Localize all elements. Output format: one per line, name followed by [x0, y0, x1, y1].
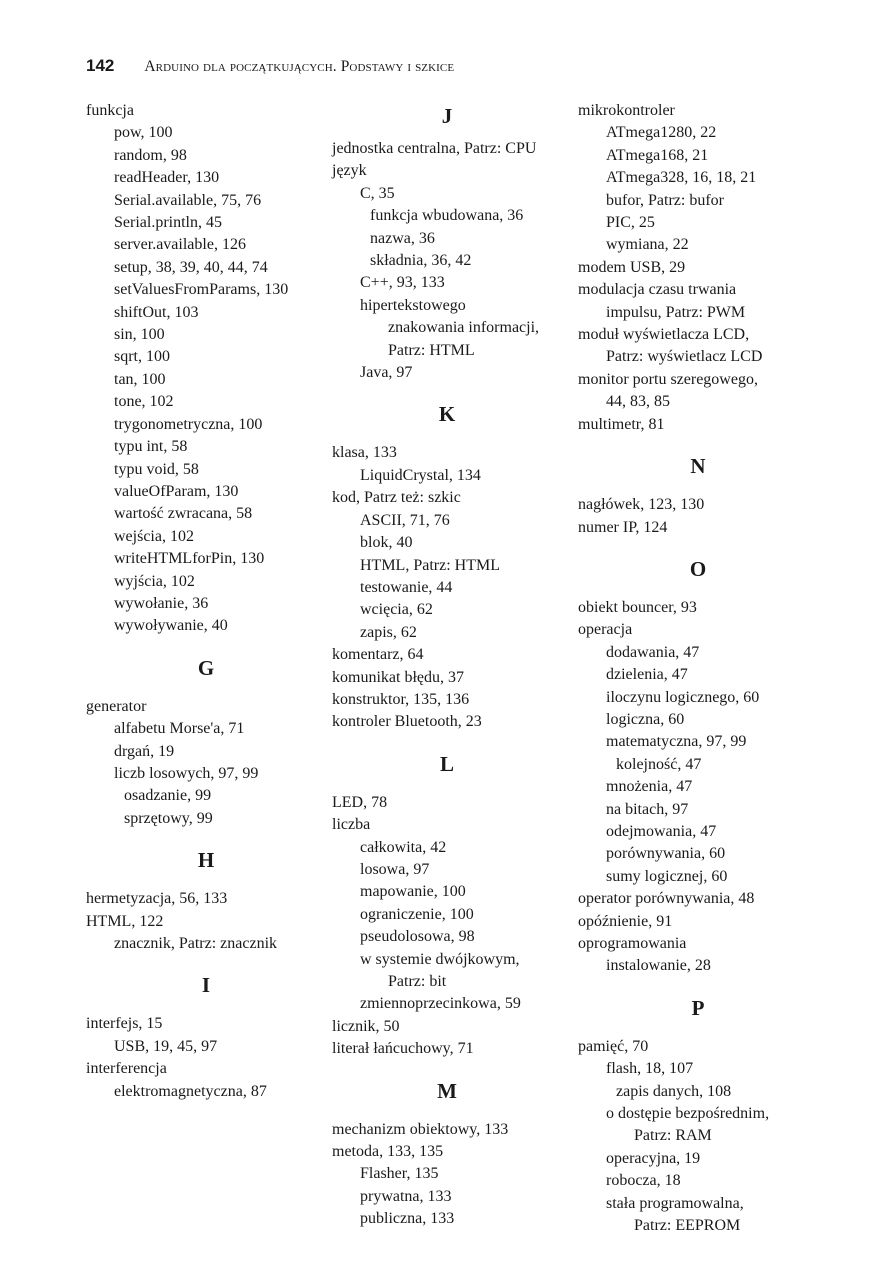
index-subentry: sumy logicznej, 60 [606, 867, 728, 885]
index-subentry: pseudolosowa, 98 [360, 928, 475, 946]
index-subentry: na bitach, 97 [606, 800, 689, 818]
index-subentry: testowanie, 44 [360, 578, 453, 596]
index-subentry: ATmega168, 21 [606, 146, 709, 164]
index-subentry: całkowita, 42 [360, 838, 447, 856]
index-column-2 [332, 100, 562, 1231]
index-subentry: writeHTMLforPin, 130 [114, 550, 265, 568]
letter-heading: K [438, 402, 456, 427]
index-subentry: HTML, Patrz: HTML [360, 556, 500, 574]
index-subentry: 44, 83, 85 [606, 393, 670, 411]
index-subentry: pow, 100 [114, 124, 173, 142]
index-subentry: tone, 102 [114, 393, 174, 411]
index-subentry: setup, 38, 39, 40, 44, 74 [114, 258, 268, 276]
index-entry: hermetyzacja, 56, 133 [86, 890, 228, 908]
index-entry: komunikat błędu, 37 [332, 668, 464, 686]
index-entry: opóźnienie, 91 [578, 912, 673, 930]
index-subentry: wyjścia, 102 [114, 572, 195, 590]
index-subentry: Patrz: HTML [388, 341, 475, 359]
index-column-3 [578, 100, 818, 1237]
index-subentry: trygonometryczna, 100 [114, 415, 263, 433]
letter-heading: L [439, 751, 454, 776]
index-subentry: flash, 18, 107 [606, 1060, 694, 1078]
letter-heading: I [201, 973, 211, 998]
index-entry: konstruktor, 135, 136 [332, 690, 470, 708]
index-entry: generator [86, 697, 147, 715]
index-subentry: server.available, 126 [114, 236, 246, 254]
index-subentry: instalowanie, 28 [606, 957, 711, 975]
index-subentry: typu int, 58 [114, 438, 188, 456]
index-subentry: iloczynu logicznego, 60 [606, 688, 760, 706]
index-subentry: zmiennoprzecinkowa, 59 [360, 995, 521, 1013]
index-subentry: publiczna, 133 [360, 1210, 455, 1228]
index-entry: modulacja czasu trwania [578, 281, 737, 299]
index-entry: mikrokontroler [578, 102, 675, 119]
index-subentry: mapowanie, 100 [360, 883, 466, 901]
index-subentry: alfabetu Morse'a, 71 [114, 720, 245, 738]
index-subentry: kolejność, 47 [616, 755, 702, 773]
index-entry: jednostka centralna, Patrz: CPU [332, 140, 537, 157]
index-entry: mechanizm obiektowy, 133 [332, 1120, 509, 1138]
letter-heading: M [437, 1078, 457, 1103]
letter-heading: H [197, 848, 215, 873]
index-subentry: znakowania informacji, [388, 319, 540, 337]
index-subentry: zapis, 62 [360, 623, 417, 641]
index-subentry: prywatna, 133 [360, 1187, 452, 1205]
index-subentry: C, 35 [360, 184, 395, 202]
index-subentry: ograniczenie, 100 [360, 905, 474, 923]
index-subentry: readHeader, 130 [114, 169, 220, 187]
index-subentry: funkcja wbudowana, 36 [370, 207, 524, 225]
running-title: Arduino dla początkujących. Podstawy i szkice [144, 58, 455, 75]
index-subentry: o dostępie bezpośrednim, [606, 1105, 770, 1123]
letter-heading: O [689, 556, 707, 581]
index-subentry: ATmega1280, 22 [606, 124, 717, 142]
index-subentry: random, 98 [114, 146, 187, 164]
index-subentry: PIC, 25 [606, 214, 655, 232]
index-subentry: Patrz: EEPROM [634, 1217, 741, 1235]
index-entry: licznik, 50 [332, 1017, 400, 1035]
index-entry: operator porównywania, 48 [578, 890, 755, 908]
index-entry: funkcja [86, 102, 134, 119]
index-column-1 [86, 100, 326, 1103]
index-subentry: blok, 40 [360, 534, 413, 552]
index-subentry: drgań, 19 [114, 742, 175, 760]
index-subentry: impulsu, Patrz: PWM [606, 303, 746, 321]
index-subentry: Flasher, 135 [360, 1165, 439, 1183]
index-entry: HTML, 122 [86, 912, 164, 930]
index-subentry: osadzanie, 99 [124, 787, 212, 805]
index-subentry: Serial.println, 45 [114, 214, 222, 232]
index-entry: multimetr, 81 [578, 415, 665, 433]
index-subentry: nazwa, 36 [370, 229, 435, 247]
index-subentry: zapis danych, 108 [616, 1082, 732, 1100]
index-subentry: Patrz: wyświetlacz LCD [606, 348, 763, 366]
index-subentry: operacyjna, 19 [606, 1149, 701, 1167]
index-subentry: shiftOut, 103 [114, 303, 199, 321]
index-subentry: Serial.available, 75, 76 [114, 191, 262, 209]
index-entry: modem USB, 29 [578, 258, 686, 276]
index-subentry: matematyczna, 97, 99 [606, 733, 747, 751]
index-subentry: wywoływanie, 40 [114, 617, 228, 635]
index-subentry: valueOfParam, 130 [114, 482, 239, 500]
letter-heading: P [691, 995, 705, 1020]
index-entry: moduł wyświetlacza LCD, [578, 326, 750, 344]
index-subentry: hipertekstowego [360, 296, 466, 314]
index-subentry: ASCII, 71, 76 [360, 511, 450, 529]
index-subentry: losowa, 97 [360, 860, 430, 878]
index-subentry: robocza, 18 [606, 1172, 681, 1190]
index-subentry: wejścia, 102 [114, 527, 194, 545]
index-subentry: Patrz: bit [388, 973, 447, 990]
index-subentry: mnożenia, 47 [606, 778, 693, 796]
index-entry: interferencja [86, 1060, 167, 1078]
index-entry: klasa, 133 [332, 444, 397, 462]
index-subentry: C++, 93, 133 [360, 274, 445, 292]
index-subentry: wartość zwracana, 58 [114, 505, 253, 523]
index-entry: oprogramowania [578, 935, 687, 952]
index-subentry: liczb losowych, 97, 99 [114, 764, 259, 782]
index-entry: operacja [578, 621, 633, 639]
running-header [86, 56, 454, 80]
index-subentry: sprzętowy, 99 [124, 809, 213, 827]
letter-heading: G [197, 655, 215, 680]
index-subentry: ATmega328, 16, 18, 21 [606, 169, 757, 187]
index-entry: kontroler Bluetooth, 23 [332, 713, 482, 731]
index-subentry: logiczna, 60 [606, 710, 685, 728]
index-entry: obiekt bouncer, 93 [578, 598, 697, 616]
index-subentry: Java, 97 [360, 364, 413, 382]
letter-heading: J [441, 104, 453, 128]
index-subentry: znacznik, Patrz: znacznik [114, 935, 278, 952]
index-subentry: wywołanie, 36 [114, 594, 209, 612]
index-subentry: w systemie dwójkowym, [360, 950, 520, 968]
index-entry: komentarz, 64 [332, 646, 424, 664]
index-subentry: wcięcia, 62 [360, 601, 433, 619]
index-entry: liczba [332, 816, 371, 834]
index-subentry: LiquidCrystal, 134 [360, 466, 481, 484]
index-subentry: dzielenia, 47 [606, 666, 688, 684]
index-subentry: wymiana, 22 [606, 236, 689, 254]
index-subentry: typu void, 58 [114, 460, 199, 478]
index-entry: literał łańcuchowy, 71 [332, 1040, 474, 1058]
index-subentry: USB, 19, 45, 97 [114, 1037, 218, 1055]
index-entry: język [332, 162, 367, 180]
index-entry: LED, 78 [332, 793, 388, 811]
index-entry: metoda, 133, 135 [332, 1143, 444, 1161]
index-subentry: tan, 100 [114, 370, 166, 388]
index-entry: numer IP, 124 [578, 518, 668, 536]
page-number: 142 [86, 56, 115, 75]
index-subentry: setValuesFromParams, 130 [114, 281, 289, 299]
index-subentry: dodawania, 47 [606, 643, 700, 661]
index-entry: nagłówek, 123, 130 [578, 496, 705, 514]
index-subentry: bufor, Patrz: bufor [606, 191, 724, 209]
index-entry: interfejs, 15 [86, 1015, 163, 1033]
index-subentry: sin, 100 [114, 326, 165, 344]
index-entry: monitor portu szeregowego, [578, 370, 758, 388]
index-subentry: odejmowania, 47 [606, 822, 717, 840]
index-subentry: składnia, 36, 42 [370, 252, 472, 270]
index-subentry: elektromagnetyczna, 87 [114, 1082, 267, 1100]
index-subentry: stała programowalna, [606, 1194, 744, 1212]
index-subentry: porównywania, 60 [606, 845, 726, 863]
index-subentry: sqrt, 100 [114, 348, 170, 366]
index-entry: kod, Patrz też: szkic [332, 489, 461, 507]
index-subentry: Patrz: RAM [634, 1127, 712, 1145]
index-entry: pamięć, 70 [578, 1037, 649, 1055]
letter-heading: N [690, 454, 706, 479]
